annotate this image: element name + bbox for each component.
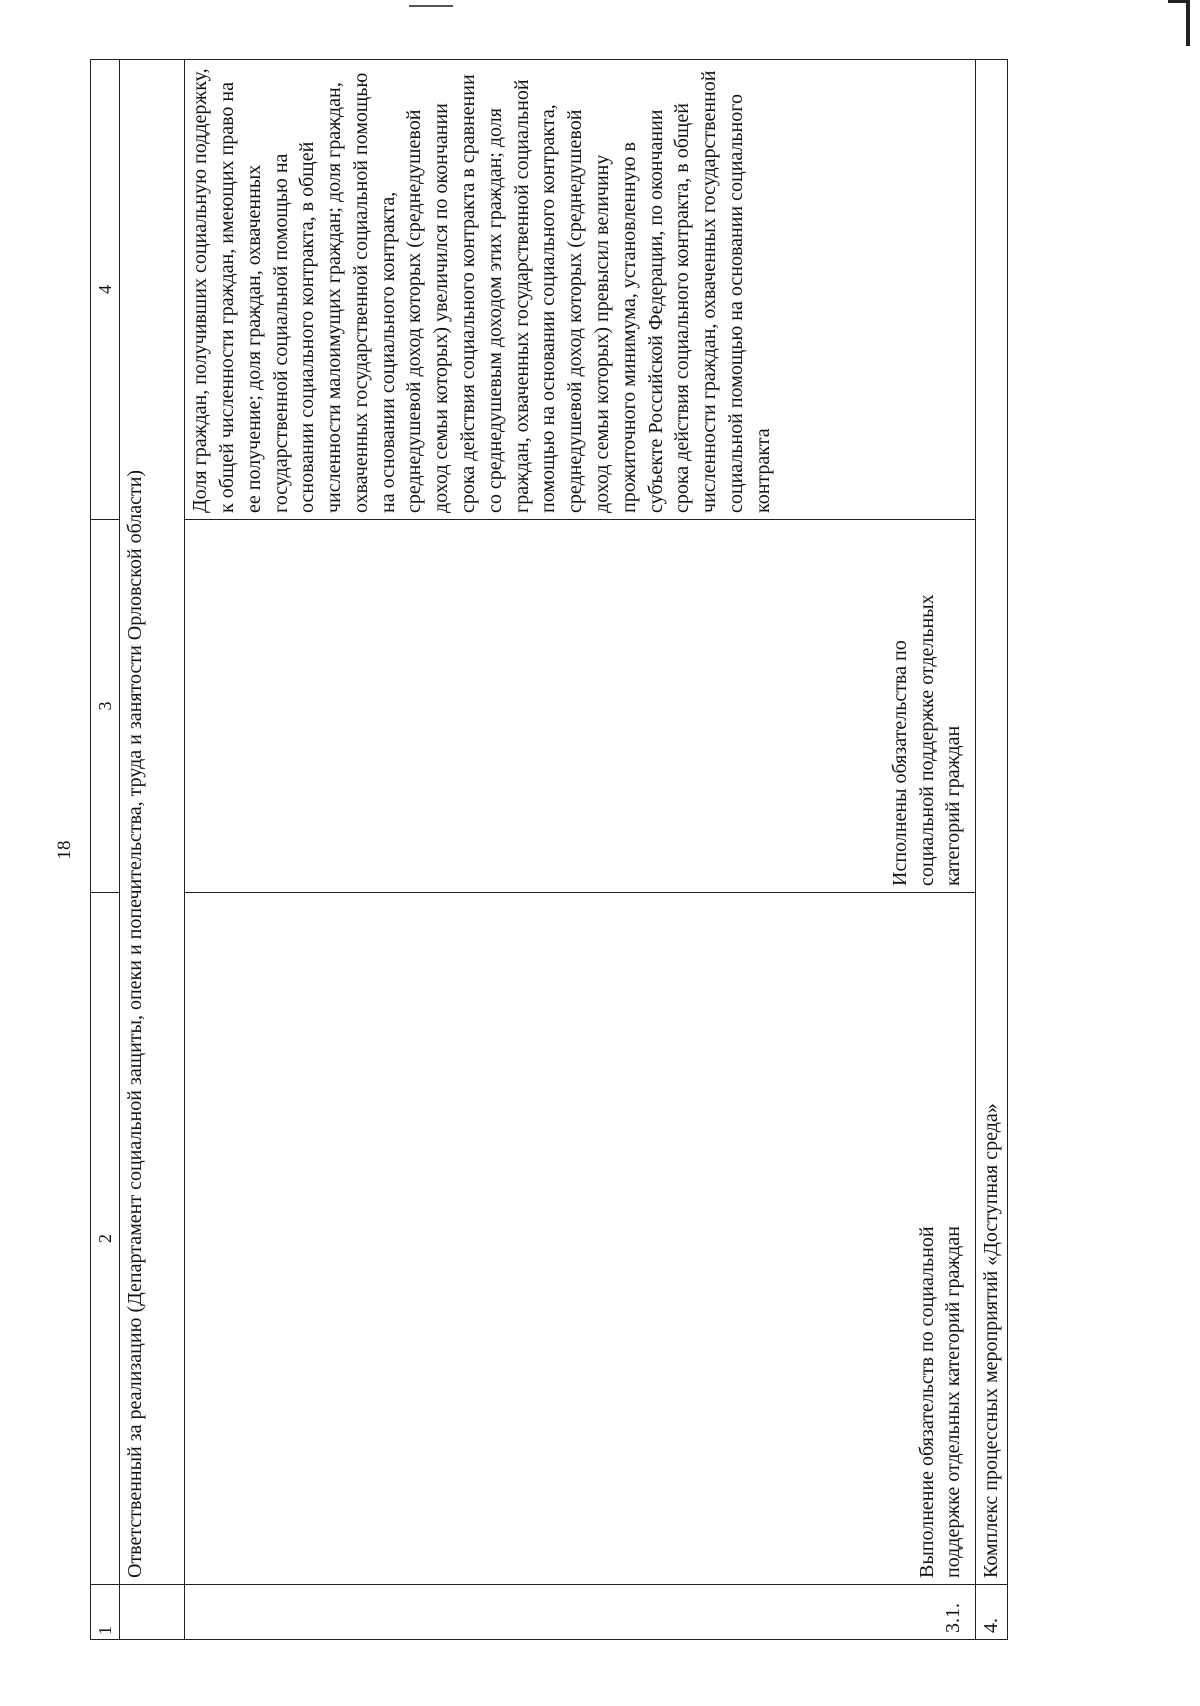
task-indicators: Доля граждан, получивших социальную поддержку, к общей численности граждан, имеющих право на ее получение; доля граждан, охваченных государственной социальной помощью на основании социального контракта, в общей численности малоимущих граждан; доля граждан, охваченных государственной социальной помощью на основании социального контракта, среднедушевой доход которых (среднедушевой доход семьи которых) увеличился по окончании срока действия социального контракта в сравнении со среднедушевым доходом этих граждан; доля граждан, охваченных государственной социальной помощью на основании социального контракта, среднедушевой доход которых (среднедушевой доход семьи которых) превысил величину прожиточного минимума, установленную в субъекте Российской Федерации, по окончании срока действия социального контракта, в общей численности граждан, охваченных государственной социальной помощью на основании социального контракта xyxy=(185,60,976,520)
section-row xyxy=(976,60,1008,1640)
table-header-row xyxy=(91,60,120,1640)
responsible-text: Ответственный за реализацию (Департамент социальной защиты, опеки и попечительства, труда и занятости Орловской области) xyxy=(120,60,185,1585)
task-number: 3.1. xyxy=(185,1585,976,1640)
rotated-page xyxy=(54,60,1150,1640)
header-col-1: 1 xyxy=(91,1585,120,1640)
scan-mark xyxy=(409,5,453,7)
scan-corner-mark xyxy=(1186,0,1190,46)
section-number: 4. xyxy=(976,1585,1008,1640)
task-result-text: Исполнены обязательства по социальной поддержке отдельных категорий граждан xyxy=(888,594,965,886)
table-row xyxy=(185,60,976,1640)
task-result xyxy=(185,520,976,893)
task-name xyxy=(185,893,976,1585)
header-col-4: 4 xyxy=(91,60,120,520)
responsible-row xyxy=(120,60,185,1640)
header-col-3: 3 xyxy=(91,520,120,893)
section-title: Комплекс процессных мероприятий «Доступная среда» xyxy=(976,60,1008,1585)
header-col-2: 2 xyxy=(91,893,120,1585)
responsible-empty-cell xyxy=(120,1585,185,1640)
page-number: 18 xyxy=(54,840,75,860)
program-table xyxy=(90,59,1008,1640)
task-name-text: Выполнение обязательств по социальной поддержке отдельных категорий граждан xyxy=(915,1226,965,1578)
scan-corner-mark xyxy=(1168,0,1188,3)
